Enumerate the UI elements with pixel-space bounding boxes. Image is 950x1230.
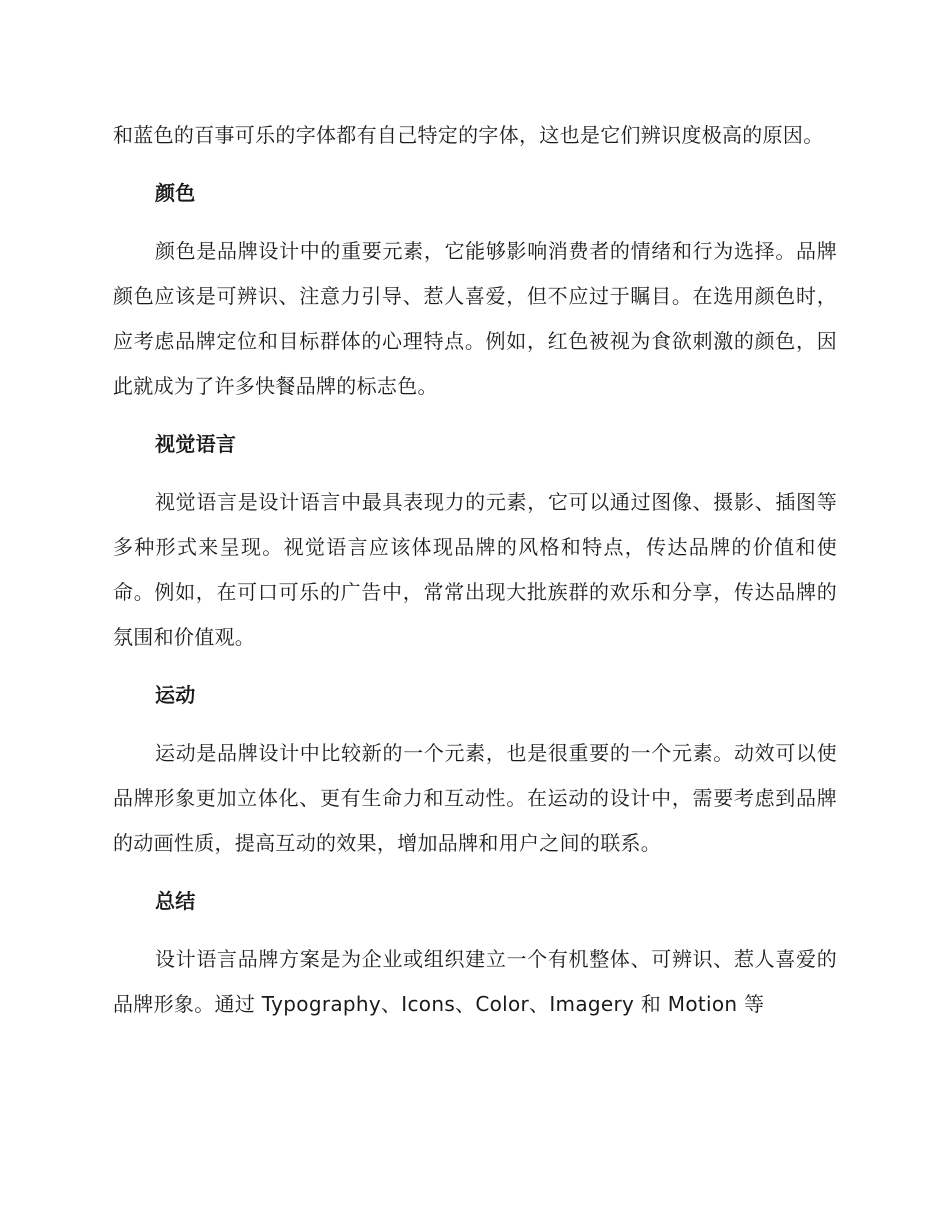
section-body-color: 颜色是品牌设计中的重要元素，它能够影响消费者的情绪和行为选择。品牌颜色应该是可辨识、注意力引导、惹人喜爱，但不应过于瞩目。在选用颜色时，应考虑品牌定位和目标群体的心理特点。例如，红色被视为食欲刺激的颜色，因此就成为了许多快餐品牌的标志色。 [113, 239, 837, 398]
document-content [113, 113, 837, 1027]
section-body-summary: 设计语言品牌方案是为企业或组织建立一个有机整体、可辨识、惹人喜爱的品牌形象。通过 Typography、Icons、Color、Imagery 和 Motion 等 [113, 947, 837, 1016]
section-heading-motion: 运动 [155, 683, 196, 707]
intro-continuation-paragraph: 和蓝色的百事可乐的字体都有自己特定的字体，这也是它们辨识度极高的原因。 [113, 123, 824, 147]
section-body-motion: 运动是品牌设计中比较新的一个元素，也是很重要的一个元素。动效可以使品牌形象更加立体化、更有生命力和互动性。在运动的设计中，需要考虑到品牌的动画性质，提高互动的效果，增加品牌和用户之间的联系。 [113, 741, 837, 855]
section-body-visual-language: 视觉语言是设计语言中最具表现力的元素，它可以通过图像、摄影、插图等多种形式来呈现。视觉语言应该体现品牌的风格和特点，传达品牌的价值和使命。例如，在可口可乐的广告中，常常出现大批族群的欢乐和分享，传达品牌的氛围和价值观。 [113, 490, 837, 649]
section-heading-color: 颜色 [155, 181, 196, 205]
section-heading-summary: 总结 [155, 889, 196, 913]
section-heading-visual-language: 视觉语言 [155, 432, 237, 456]
